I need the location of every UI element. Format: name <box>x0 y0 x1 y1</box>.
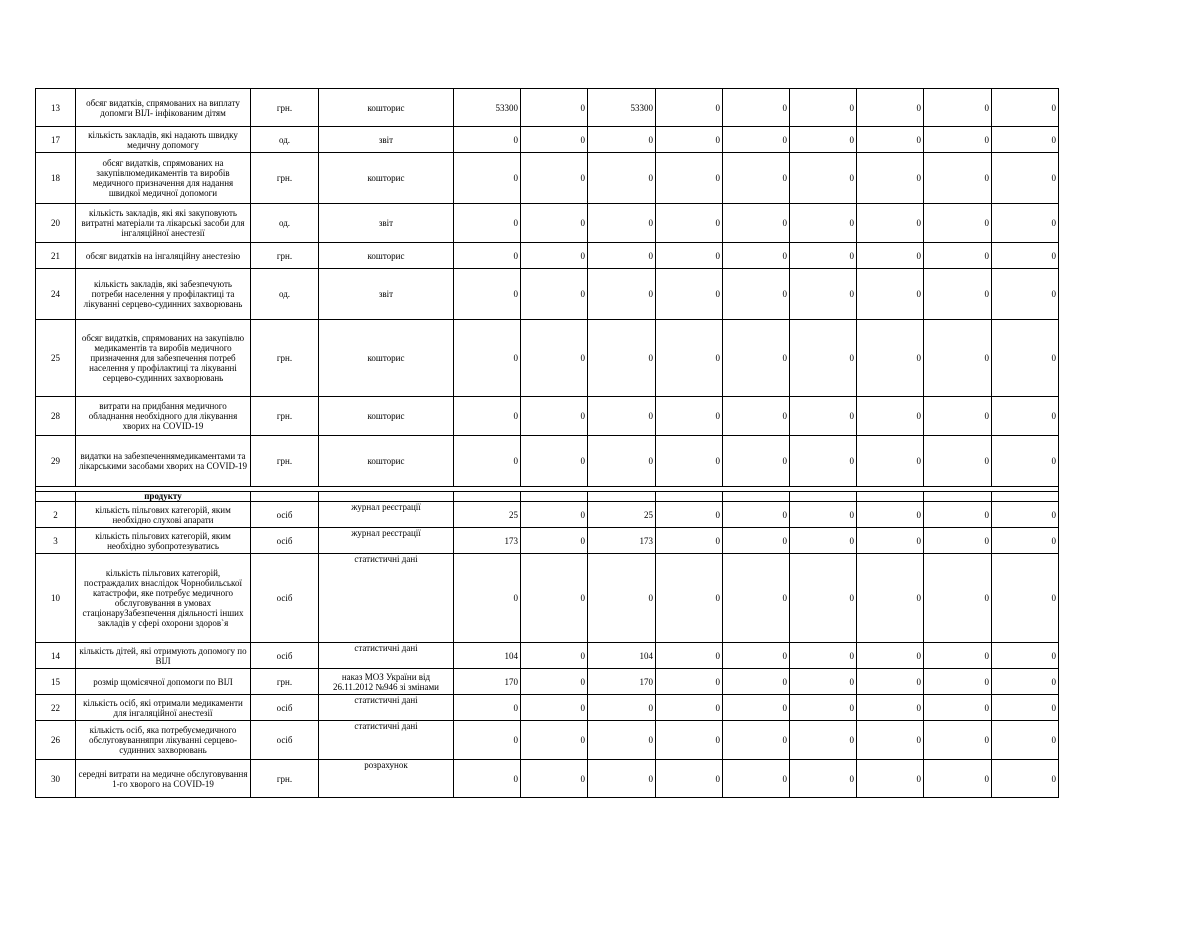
indicator-name: видатки на забезпеченнямедикаментами та лікарськими засобами хворих на COVID-19 <box>76 436 251 487</box>
unit-of-measure: осіб <box>251 721 319 760</box>
value-cell: 0 <box>992 669 1059 695</box>
value-cell: 0 <box>656 554 723 643</box>
value-cell: 0 <box>857 436 924 487</box>
value-cell: 0 <box>521 204 588 243</box>
value-cell: 0 <box>790 243 857 269</box>
value-cell: 0 <box>857 643 924 669</box>
indicator-name: середні витрати на медичне обслуговування 1-го хворого на COVID-19 <box>76 760 251 798</box>
value-cell: 0 <box>521 320 588 397</box>
value-cell: 0 <box>723 153 790 204</box>
row-number: 26 <box>36 721 76 760</box>
unit-of-measure: грн. <box>251 89 319 127</box>
value-cell: 0 <box>924 721 992 760</box>
value-cell: 0 <box>992 204 1059 243</box>
value-cell: 0 <box>992 436 1059 487</box>
value-cell: 0 <box>790 760 857 798</box>
value-cell: 0 <box>992 554 1059 643</box>
value-cell: 0 <box>454 397 521 436</box>
value-cell: 0 <box>992 695 1059 721</box>
value-cell: 0 <box>924 436 992 487</box>
value-cell: 0 <box>924 243 992 269</box>
unit-of-measure: грн. <box>251 153 319 204</box>
value-cell: 0 <box>992 643 1059 669</box>
row-number: 29 <box>36 436 76 487</box>
table-row <box>36 721 1059 760</box>
value-cell: 0 <box>454 554 521 643</box>
value-cell: 0 <box>521 89 588 127</box>
value-cell: 0 <box>656 204 723 243</box>
table-row <box>36 127 1059 153</box>
value-cell: 0 <box>723 397 790 436</box>
value-cell: 0 <box>723 695 790 721</box>
value-cell: 0 <box>857 695 924 721</box>
table-row <box>36 243 1059 269</box>
value-cell: 0 <box>857 89 924 127</box>
value-cell: 0 <box>723 643 790 669</box>
value-cell: 0 <box>790 269 857 320</box>
value-cell: 0 <box>723 436 790 487</box>
value-cell: 0 <box>857 153 924 204</box>
row-number: 13 <box>36 89 76 127</box>
value-cell: 0 <box>924 695 992 721</box>
value-cell: 0 <box>656 153 723 204</box>
section-label: продукту <box>76 492 251 502</box>
value-cell: 0 <box>857 269 924 320</box>
row-number: 18 <box>36 153 76 204</box>
table-row <box>36 643 1059 669</box>
value-cell: 0 <box>656 436 723 487</box>
value-cell: 0 <box>588 269 656 320</box>
value-cell: 0 <box>857 397 924 436</box>
value-cell: 0 <box>588 204 656 243</box>
value-cell: 0 <box>656 269 723 320</box>
info-source: журнал реєстрації <box>319 528 454 554</box>
row-number: 24 <box>36 269 76 320</box>
value-cell: 0 <box>588 153 656 204</box>
value-cell: 0 <box>790 127 857 153</box>
table-body-bottom <box>36 502 1059 798</box>
table-row <box>36 760 1059 798</box>
value-cell: 0 <box>857 760 924 798</box>
indicator-name: кількість пільгових категорій, постраждалих внаслідок Чорнобильської катастрофи, яке потребує медичного обслуговування в умовах стаціонаруЗабезпечення діяльності інших закладів у сфері охорони здоров`я <box>76 554 251 643</box>
value-cell: 173 <box>588 528 656 554</box>
value-cell: 0 <box>454 243 521 269</box>
table-row <box>36 554 1059 643</box>
value-cell: 170 <box>454 669 521 695</box>
value-cell: 0 <box>857 502 924 528</box>
budget-indicators-table <box>35 88 1059 798</box>
unit-of-measure: осіб <box>251 528 319 554</box>
table-row <box>36 204 1059 243</box>
info-source: кошторис <box>319 436 454 487</box>
value-cell: 0 <box>992 760 1059 798</box>
indicator-name: обсяг видатків, спрямованих на виплату допомги ВІЛ- інфікованим дітям <box>76 89 251 127</box>
value-cell: 0 <box>924 554 992 643</box>
table-row <box>36 669 1059 695</box>
value-cell: 0 <box>656 127 723 153</box>
value-cell: 0 <box>857 320 924 397</box>
value-cell: 0 <box>790 204 857 243</box>
unit-of-measure: од. <box>251 269 319 320</box>
table-row <box>36 153 1059 204</box>
indicator-name: обсяг видатків, спрямованих на закупівлюмедикаментів та виробів медичного призначення для надання швидкої медичної допомоги <box>76 153 251 204</box>
indicator-name: кількість закладів, які які закуповують витратні матеріали та лікарські засоби для інгаляційної анестезії <box>76 204 251 243</box>
indicator-name: кількість осіб, яка потребуємедичного обслуговуванняпри лікуванні серцево-судинних захворювань <box>76 721 251 760</box>
value-cell: 53300 <box>588 89 656 127</box>
value-cell: 0 <box>992 89 1059 127</box>
value-cell: 0 <box>656 695 723 721</box>
unit-of-measure: осіб <box>251 695 319 721</box>
value-cell: 0 <box>521 554 588 643</box>
value-cell: 0 <box>924 320 992 397</box>
value-cell: 0 <box>588 695 656 721</box>
value-cell: 0 <box>588 243 656 269</box>
value-cell: 0 <box>454 204 521 243</box>
indicator-name: кількість дітей, які отримують допомогу по ВІЛ <box>76 643 251 669</box>
value-cell: 0 <box>656 643 723 669</box>
table-row <box>36 269 1059 320</box>
info-source: кошторис <box>319 243 454 269</box>
value-cell: 0 <box>521 269 588 320</box>
value-cell: 0 <box>656 89 723 127</box>
value-cell: 0 <box>588 320 656 397</box>
value-cell: 0 <box>521 153 588 204</box>
value-cell: 0 <box>521 695 588 721</box>
table-body-top <box>36 89 1059 487</box>
value-cell: 0 <box>656 528 723 554</box>
value-cell: 0 <box>992 502 1059 528</box>
value-cell: 0 <box>790 320 857 397</box>
value-cell: 0 <box>656 760 723 798</box>
table-row <box>36 528 1059 554</box>
value-cell: 0 <box>656 502 723 528</box>
info-source: статистичні дані <box>319 643 454 669</box>
info-source: звіт <box>319 269 454 320</box>
info-source: статистичні дані <box>319 695 454 721</box>
value-cell: 0 <box>723 554 790 643</box>
value-cell: 0 <box>454 695 521 721</box>
value-cell: 0 <box>521 127 588 153</box>
value-cell: 0 <box>790 153 857 204</box>
table-row <box>36 436 1059 487</box>
value-cell: 0 <box>454 269 521 320</box>
table-row <box>36 695 1059 721</box>
unit-of-measure: од. <box>251 127 319 153</box>
value-cell: 0 <box>924 153 992 204</box>
value-cell: 0 <box>992 153 1059 204</box>
row-number: 2 <box>36 502 76 528</box>
info-source: звіт <box>319 127 454 153</box>
row-number: 3 <box>36 528 76 554</box>
value-cell: 0 <box>857 243 924 269</box>
value-cell: 0 <box>454 721 521 760</box>
value-cell: 0 <box>454 320 521 397</box>
value-cell: 0 <box>924 127 992 153</box>
value-cell: 0 <box>924 643 992 669</box>
indicator-name: кількість закладів, які надають швидку медичну допомогу <box>76 127 251 153</box>
value-cell: 0 <box>521 643 588 669</box>
value-cell: 0 <box>521 243 588 269</box>
value-cell: 0 <box>790 502 857 528</box>
table-row <box>36 502 1059 528</box>
value-cell: 53300 <box>454 89 521 127</box>
value-cell: 0 <box>992 397 1059 436</box>
row-number: 10 <box>36 554 76 643</box>
value-cell: 0 <box>790 721 857 760</box>
unit-of-measure: осіб <box>251 643 319 669</box>
indicator-name: розмір щомісячної допомоги по ВІЛ <box>76 669 251 695</box>
value-cell: 0 <box>790 436 857 487</box>
value-cell: 0 <box>656 243 723 269</box>
unit-of-measure: од. <box>251 204 319 243</box>
value-cell: 0 <box>992 528 1059 554</box>
indicator-name: кількість пільгових категорій, яким необхідно зубопротезуватись <box>76 528 251 554</box>
value-cell: 0 <box>924 669 992 695</box>
value-cell: 0 <box>857 127 924 153</box>
row-number: 21 <box>36 243 76 269</box>
value-cell: 0 <box>790 695 857 721</box>
info-source: розрахунок <box>319 760 454 798</box>
info-source: кошторис <box>319 153 454 204</box>
info-source: звіт <box>319 204 454 243</box>
value-cell: 0 <box>521 436 588 487</box>
indicator-name: кількість пільгових категорій, яким необхідно слухові апарати <box>76 502 251 528</box>
row-number: 28 <box>36 397 76 436</box>
value-cell: 170 <box>588 669 656 695</box>
value-cell: 0 <box>992 721 1059 760</box>
value-cell: 0 <box>656 397 723 436</box>
indicator-name: витрати на придбання медичного обладнання необхідного для лікування хворих на COVID-19 <box>76 397 251 436</box>
value-cell: 0 <box>857 204 924 243</box>
value-cell: 104 <box>588 643 656 669</box>
value-cell: 0 <box>656 320 723 397</box>
indicator-name: обсяг видатків на інгаляційну анестезію <box>76 243 251 269</box>
value-cell: 0 <box>924 502 992 528</box>
unit-of-measure: грн. <box>251 243 319 269</box>
value-cell: 0 <box>790 554 857 643</box>
indicator-name: обсяг видатків, спрямованих на закупівлю медикаментів та виробів медичного призначення для забезпечення потреб населення у профілактиці та лікуванні серцево-судинних захворювань <box>76 320 251 397</box>
value-cell: 0 <box>588 554 656 643</box>
value-cell: 0 <box>992 243 1059 269</box>
value-cell: 0 <box>656 669 723 695</box>
value-cell: 0 <box>790 397 857 436</box>
section-header <box>36 487 1059 502</box>
value-cell: 0 <box>924 269 992 320</box>
unit-of-measure: грн. <box>251 320 319 397</box>
value-cell: 0 <box>588 760 656 798</box>
value-cell: 0 <box>454 436 521 487</box>
unit-of-measure: грн. <box>251 669 319 695</box>
value-cell: 0 <box>992 320 1059 397</box>
info-source: наказ МОЗ України від 26.11.2012 №946 зі змінами <box>319 669 454 695</box>
info-source: статистичні дані <box>319 721 454 760</box>
row-number: 22 <box>36 695 76 721</box>
value-cell: 0 <box>521 397 588 436</box>
value-cell: 0 <box>790 643 857 669</box>
info-source: кошторис <box>319 320 454 397</box>
info-source: кошторис <box>319 397 454 436</box>
value-cell: 0 <box>723 669 790 695</box>
value-cell: 0 <box>588 436 656 487</box>
value-cell: 0 <box>454 760 521 798</box>
unit-of-measure: осіб <box>251 502 319 528</box>
value-cell: 0 <box>924 528 992 554</box>
value-cell: 0 <box>924 397 992 436</box>
value-cell: 0 <box>521 721 588 760</box>
value-cell: 0 <box>723 269 790 320</box>
value-cell: 0 <box>656 721 723 760</box>
value-cell: 0 <box>992 127 1059 153</box>
info-source: журнал реєстрації <box>319 502 454 528</box>
row-number: 15 <box>36 669 76 695</box>
value-cell: 0 <box>723 320 790 397</box>
value-cell: 25 <box>588 502 656 528</box>
table-row <box>36 320 1059 397</box>
value-cell: 0 <box>723 243 790 269</box>
value-cell: 0 <box>723 502 790 528</box>
value-cell: 0 <box>790 89 857 127</box>
value-cell: 0 <box>588 127 656 153</box>
value-cell: 0 <box>723 204 790 243</box>
unit-of-measure: грн. <box>251 436 319 487</box>
row-number: 20 <box>36 204 76 243</box>
value-cell: 0 <box>924 760 992 798</box>
value-cell: 0 <box>588 397 656 436</box>
value-cell: 104 <box>454 643 521 669</box>
table-row <box>36 397 1059 436</box>
value-cell: 0 <box>454 127 521 153</box>
value-cell: 173 <box>454 528 521 554</box>
value-cell: 0 <box>924 89 992 127</box>
row-number: 25 <box>36 320 76 397</box>
value-cell: 0 <box>857 554 924 643</box>
value-cell: 0 <box>588 721 656 760</box>
value-cell: 0 <box>521 669 588 695</box>
unit-of-measure: осіб <box>251 554 319 643</box>
value-cell: 0 <box>723 721 790 760</box>
table-row <box>36 89 1059 127</box>
value-cell: 0 <box>857 669 924 695</box>
row-number: 14 <box>36 643 76 669</box>
info-source: кошторис <box>319 89 454 127</box>
value-cell: 0 <box>723 528 790 554</box>
value-cell: 0 <box>790 669 857 695</box>
value-cell: 0 <box>992 269 1059 320</box>
value-cell: 0 <box>857 528 924 554</box>
unit-of-measure: грн. <box>251 397 319 436</box>
value-cell: 0 <box>723 760 790 798</box>
value-cell: 0 <box>723 127 790 153</box>
indicator-name: кількість осіб, які отримали медикаменти для інгаляційної анестезії <box>76 695 251 721</box>
value-cell: 0 <box>521 528 588 554</box>
value-cell: 0 <box>924 204 992 243</box>
value-cell: 0 <box>857 721 924 760</box>
value-cell: 25 <box>454 502 521 528</box>
row-number: 17 <box>36 127 76 153</box>
unit-of-measure: грн. <box>251 760 319 798</box>
indicator-name: кількість закладів, які забезпечують потреби населення у профілактиці та лікуванні серцево-судинних захворювань <box>76 269 251 320</box>
value-cell: 0 <box>454 153 521 204</box>
value-cell: 0 <box>723 89 790 127</box>
row-number: 30 <box>36 760 76 798</box>
value-cell: 0 <box>790 528 857 554</box>
info-source: статистичні дані <box>319 554 454 643</box>
value-cell: 0 <box>521 502 588 528</box>
value-cell: 0 <box>521 760 588 798</box>
